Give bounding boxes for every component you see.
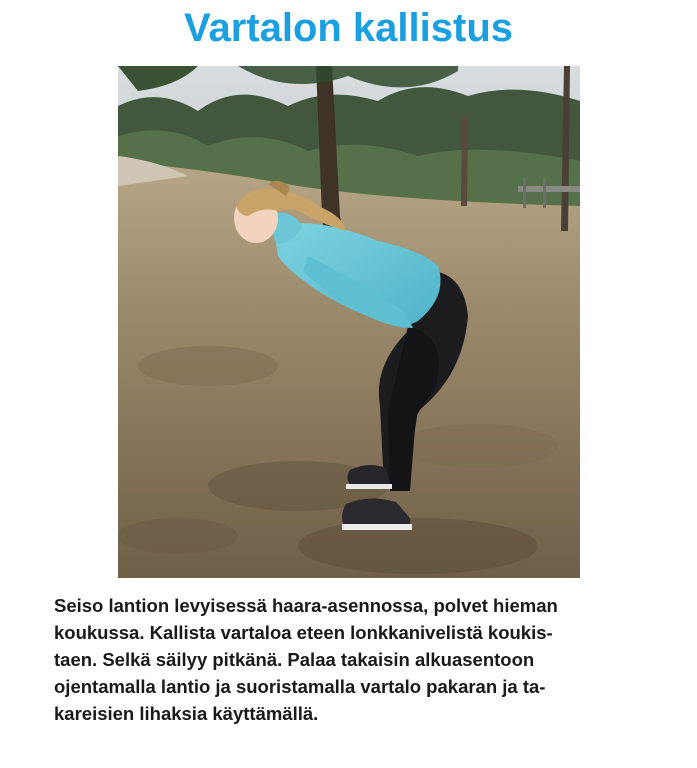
instruction-line: Seiso lantion levyisessä haara-asennossa, polvet hieman: [54, 595, 558, 616]
instruction-line: kareisien lihaksia käyttämällä.: [54, 703, 319, 724]
instruction-line: taen. Selkä säilyy pitkänä. Palaa takaisin alkuasentoon: [54, 649, 535, 670]
instruction-line: ojentamalla lantio ja suoristamalla vartalo pakaran ja ta-: [54, 676, 546, 697]
instruction-line: koukussa. Kallista vartaloa eteen lonkkanivelistä koukis-: [54, 622, 553, 643]
exercise-photo: [118, 66, 580, 578]
page-title: Vartalon kallistus: [183, 6, 514, 50]
exercise-instructions: [54, 592, 646, 727]
